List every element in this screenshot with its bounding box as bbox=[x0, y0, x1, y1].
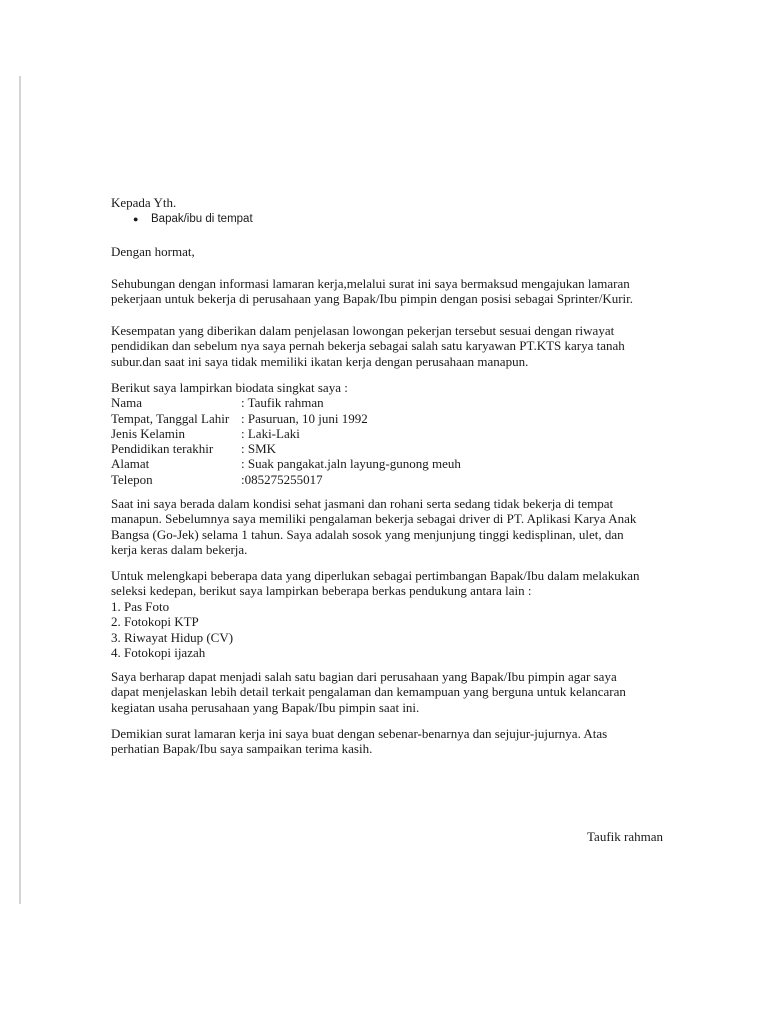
paragraph-line: dapat menjelaskan lebih detail terkait pengalaman dan kemampuan yang berguna untuk kelancaran bbox=[111, 684, 626, 700]
paragraph-line: Kesempatan yang diberikan dalam penjelasan lowongan pekerjan tersebut sesuai dengan riwayat bbox=[111, 323, 615, 338]
paragraph-line: Saat ini saya berada dalam kondisi sehat jasmani dan rohani serta sedang tidak bekerja di tempat bbox=[111, 496, 614, 511]
greeting: Dengan hormat, bbox=[111, 244, 195, 259]
paragraph-5 bbox=[111, 669, 663, 715]
letter-body bbox=[111, 195, 663, 844]
paragraph-line: seleksi kedepan, berikut saya lampirkan beberapa berkas pendukung antara lain : bbox=[111, 583, 532, 599]
paragraph-line: kegiatan usaha perusahaan yang Bapak/Ibu pimpin saat ini. bbox=[111, 699, 420, 715]
attachment-list bbox=[111, 599, 663, 660]
biodata-value: :085275255017 bbox=[241, 471, 323, 487]
paragraph-line: Bangsa (Go-Jek) selama 1 tahun. Saya adalah sosok yang menjunjung tinggi kedisplinan, ulet, dan bbox=[111, 526, 624, 542]
biodata-section bbox=[111, 380, 663, 487]
biodata-value: : Pasuruan, 10 juni 1992 bbox=[241, 410, 368, 426]
biodata-label: Jenis Kelamin bbox=[111, 425, 186, 441]
paragraph-2 bbox=[111, 323, 663, 369]
paragraph-line: Sehubungan dengan informasi lamaran kerja,melalui surat ini saya bermaksud mengajukan lamaran bbox=[111, 276, 630, 291]
paragraph-6 bbox=[111, 726, 663, 757]
biodata-label: Alamat bbox=[111, 456, 150, 472]
page-edge bbox=[19, 76, 21, 904]
attachment-item: 2. Fotokopi KTP bbox=[111, 614, 199, 630]
biodata-row bbox=[111, 426, 663, 441]
recipient: Bapak/ibu di tempat bbox=[151, 213, 253, 225]
biodata-label: Tempat, Tanggal Lahir bbox=[111, 410, 230, 426]
attachment-item: 4. Fotokopi ijazah bbox=[111, 644, 206, 660]
biodata-value: : SMK bbox=[241, 441, 277, 457]
biodata-value: : Taufik rahman bbox=[241, 395, 324, 411]
paragraph-4 bbox=[111, 568, 663, 599]
paragraph-line: manapun. Sebelumnya saya memiliki pengalaman bekerja sebagai driver di PT. Aplikasi Karya Anak bbox=[111, 511, 637, 527]
biodata-value: : Suak pangakat.jaln layung-gunong meuh bbox=[241, 456, 461, 472]
biodata-row bbox=[111, 472, 663, 487]
salutation-to: Kepada Yth. bbox=[111, 195, 177, 210]
paragraph-line: subur.dan saat ini saya tidak memiliki ikatan kerja dengan perusahaan manapun. bbox=[111, 353, 529, 369]
paragraph-line: Untuk melengkapi beberapa data yang diperlukan sebagai pertimbangan Bapak/Ibu dalam melakukan bbox=[111, 568, 640, 583]
biodata-label: Telepon bbox=[111, 471, 153, 487]
biodata-value: : Laki-Laki bbox=[241, 425, 300, 441]
recipient-bullet bbox=[111, 212, 686, 227]
biodata-row bbox=[111, 456, 663, 471]
paragraph-line: perhatian Bapak/Ibu saya sampaikan terima kasih. bbox=[111, 741, 373, 757]
paragraph-line: pendidikan dan sebelum nya saya pernah bekerja sebagai salah satu karyawan PT.KTS karya tanah bbox=[111, 338, 625, 354]
attachment-item: 3. Riwayat Hidup (CV) bbox=[111, 629, 234, 645]
biodata-row bbox=[111, 395, 663, 410]
biodata-row bbox=[111, 441, 663, 456]
biodata-intro: Berikut saya lampirkan biodata singkat saya : bbox=[111, 380, 348, 395]
signature-name: Taufik rahman bbox=[587, 829, 663, 844]
paragraph-1 bbox=[111, 276, 663, 307]
biodata-label: Nama bbox=[111, 395, 143, 411]
paragraph-line: Demikian surat lamaran kerja ini saya buat dengan sebenar-benarnya dan sejujur-jujurnya. Atas bbox=[111, 726, 608, 741]
paragraph-3 bbox=[111, 496, 663, 557]
biodata-label: Pendidikan terakhir bbox=[111, 441, 214, 457]
biodata-row bbox=[111, 411, 663, 426]
attachment-item: 1. Pas Foto bbox=[111, 599, 170, 614]
paragraph-line: Saya berharap dapat menjadi salah satu bagian dari perusahaan yang Bapak/Ibu pimpin agar saya bbox=[111, 669, 617, 684]
paragraph-line: pekerjaan untuk bekerja di perusahaan yang Bapak/Ibu pimpin dengan posisi sebagai Sprinter/Kurir. bbox=[111, 291, 634, 307]
paragraph-line: kerja keras dalam bekerja. bbox=[111, 541, 248, 557]
